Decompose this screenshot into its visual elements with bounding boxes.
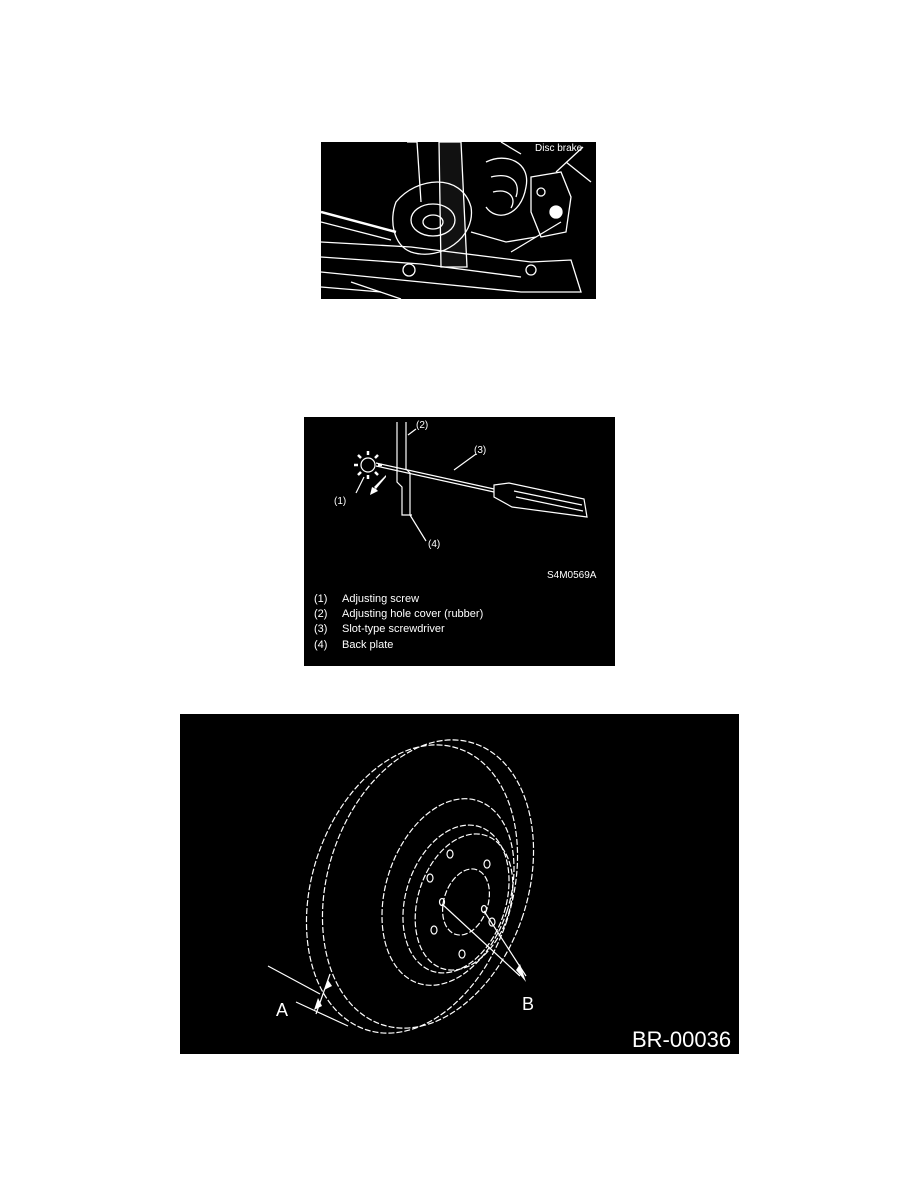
callout-3: (3) bbox=[474, 445, 487, 456]
legend-text: Back plate bbox=[342, 639, 394, 651]
figure-code: S4M0569A bbox=[547, 570, 597, 581]
legend-item bbox=[314, 593, 419, 605]
legend-num: (3) bbox=[314, 623, 328, 635]
disc-brake-illustration bbox=[321, 142, 596, 299]
legend-item bbox=[314, 623, 445, 635]
legend-text: Slot-type screwdriver bbox=[342, 623, 445, 635]
legend-num: (4) bbox=[314, 639, 328, 651]
disc-brake-drawing bbox=[321, 142, 596, 299]
brake-rotor-drawing bbox=[180, 714, 739, 1054]
legend-num: (1) bbox=[314, 593, 328, 605]
label-a: A bbox=[276, 1000, 289, 1020]
callout-1: (1) bbox=[334, 496, 347, 507]
disc-brake-label: Disc brake bbox=[535, 143, 583, 154]
adjusting-screw-diagram bbox=[304, 417, 615, 666]
legend-item bbox=[314, 608, 483, 620]
callout-2: (2) bbox=[416, 420, 429, 431]
brake-rotor-diagram bbox=[180, 714, 739, 1054]
legend-item bbox=[314, 639, 393, 651]
legend-num: (2) bbox=[314, 608, 328, 620]
callout-4: (4) bbox=[428, 539, 441, 550]
label-b: B bbox=[522, 994, 535, 1014]
legend-text: Adjusting screw bbox=[342, 593, 420, 605]
legend-text: Adjusting hole cover (rubber) bbox=[342, 608, 484, 620]
figure-code: BR-00036 bbox=[632, 1027, 732, 1052]
